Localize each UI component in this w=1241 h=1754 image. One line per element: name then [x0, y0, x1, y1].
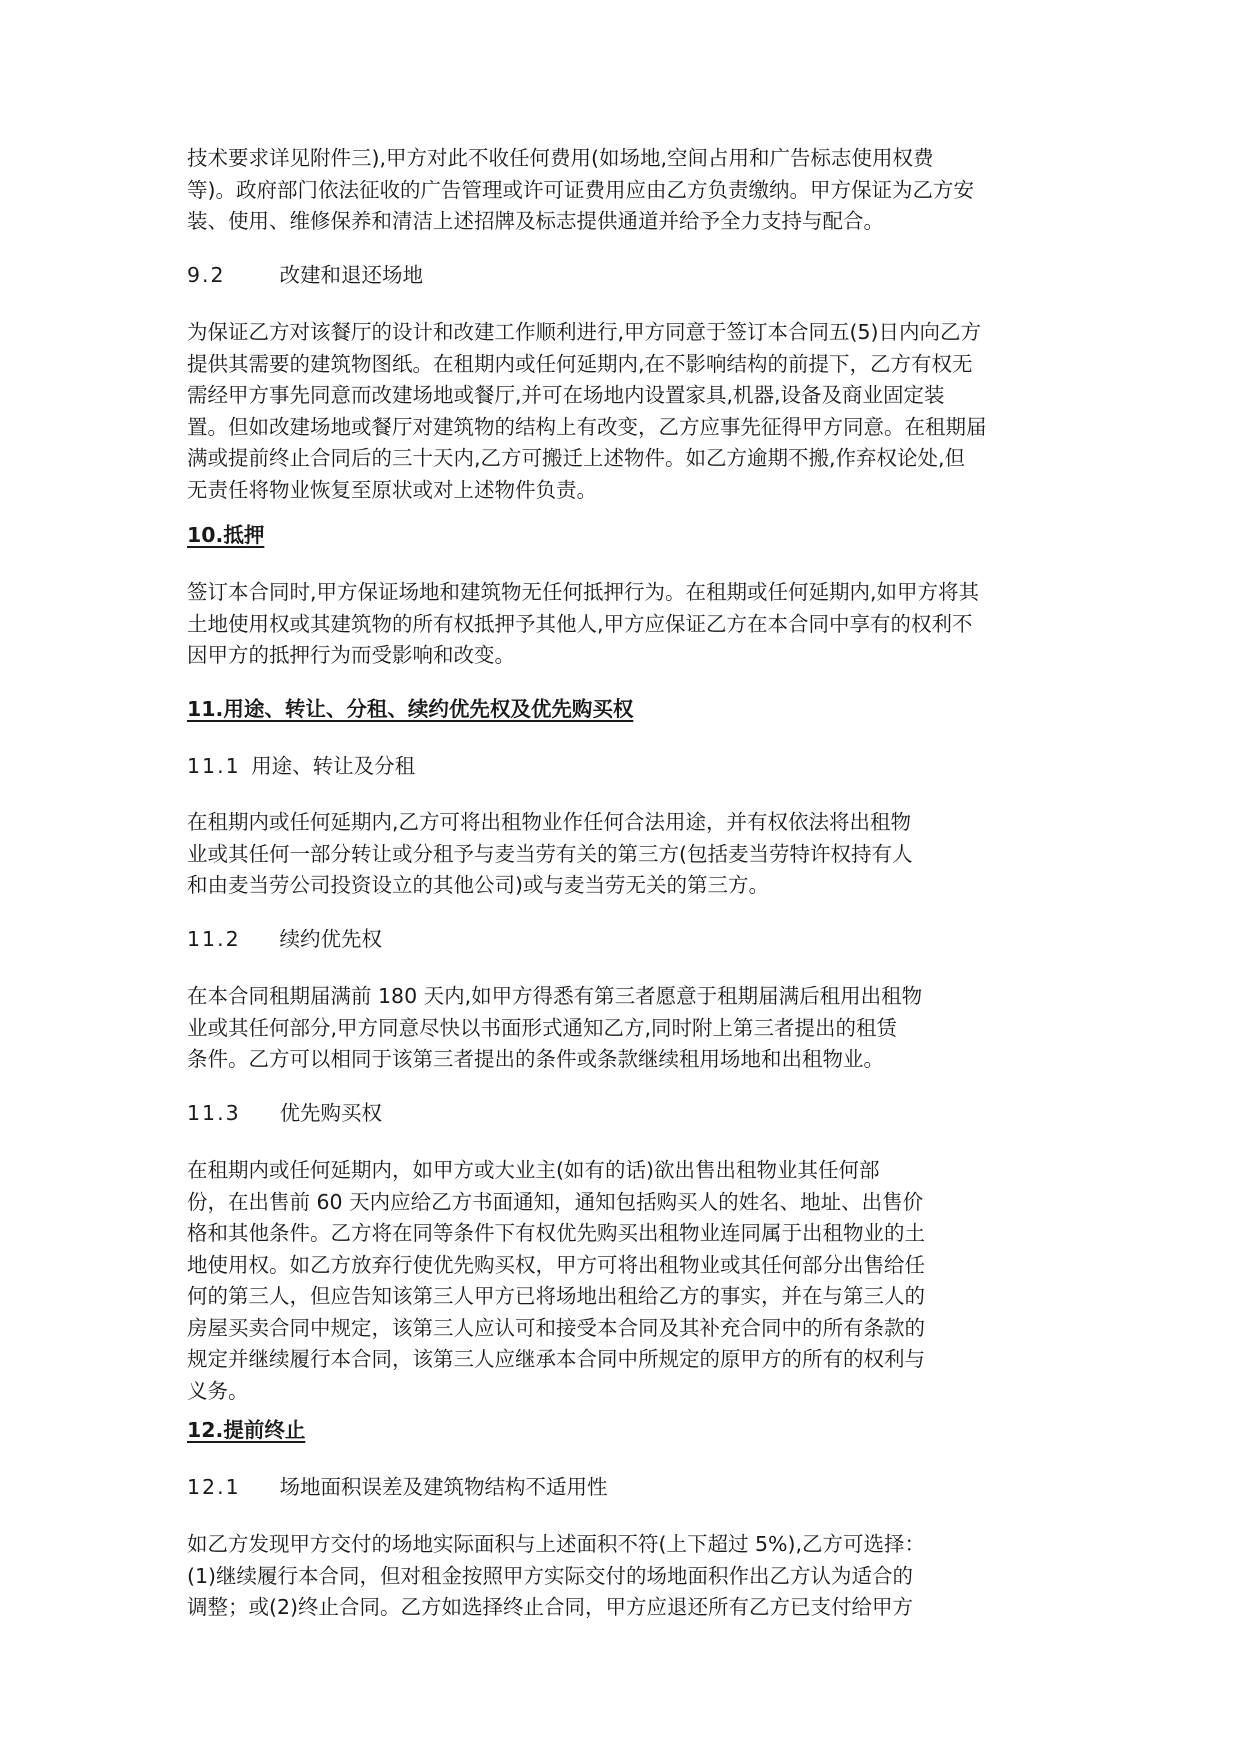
paragraph-11-2	[187, 981, 1057, 1076]
section-11-3-heading	[187, 1098, 382, 1130]
paragraph-12-1	[187, 1529, 1057, 1624]
text-line: 规定并继续履行本合同，该第三人应继承本合同中所规定的原甲方的所有的权利与	[187, 1347, 925, 1371]
text-line: 在租期内或任何延期内，如甲方或大业主(如有的话)欲出售出租物业其任何部	[187, 1158, 880, 1182]
text-line: 为保证乙方对该餐厅的设计和改建工作顺利进行,甲方同意于签订本合同五(5)日内向乙方	[187, 320, 982, 344]
text-line: 地使用权。如乙方放弃行使优先购买权，甲方可将出租物业或其任何部分出售给任	[187, 1252, 925, 1277]
paragraph-11-1	[187, 807, 1057, 902]
text-line: 签订本合同时,甲方保证场地和建筑物无任何抵押行为。在租期或任何延期内,如甲方将其	[187, 580, 980, 604]
text-line: 义务。	[187, 1378, 249, 1403]
section-10-heading: 10.抵押	[187, 523, 265, 547]
section-title: 优先购买权	[279, 1101, 383, 1125]
text-line: 调整；或(2)终止合同。乙方如选择终止合同，甲方应退还所有乙方已支付给甲方	[187, 1595, 914, 1619]
text-line: 格和其他条件。乙方将在同等条件下有权优先购买出租物业连同属于出租物业的土	[187, 1221, 925, 1245]
section-title: 改建和退还场地	[279, 263, 424, 287]
paragraph-10	[187, 577, 1057, 672]
text-line: 满或提前终止合同后的三十天内,乙方可搬迁上述物件。如乙方逾期不搬,作弃权论处,但	[187, 446, 966, 470]
section-number: 11.3	[187, 1101, 241, 1125]
text-line: 份，在出售前 60 天内应给乙方书面通知，通知包括购买人的姓名、地址、出售价	[187, 1189, 924, 1214]
text-line: 无责任将物业恢复至原状或对上述物件负责。	[187, 477, 597, 502]
section-title: 场地面积误差及建筑物结构不适用性	[279, 1475, 608, 1499]
section-number: 11.1	[187, 754, 241, 778]
section-11-heading: 11.用途、转让、分租、续约优先权及优先购买权	[187, 697, 634, 721]
text-line: 需经甲方事先同意而改建场地或餐厅,并可在场地内设置家具,机器,设备及商业固定装	[187, 383, 945, 407]
text-line: 业或其任何部分,甲方同意尽快以书面形式通知乙方,同时附上第三者提出的租赁	[187, 1015, 898, 1040]
text-line: 提供其需要的建筑物图纸。在租期内或任何延期内,在不影响结构的前提下，乙方有权无	[187, 351, 973, 376]
text-line: 置。但如改建场地或餐厅对建筑物的结构上有改变，乙方应事先征得甲方同意。在租期届	[187, 414, 987, 439]
paragraph-11-3	[187, 1155, 1057, 1407]
text-line: 在租期内或任何延期内,乙方可将出租物业作任何合法用途，并有权依法将出租物	[187, 810, 912, 834]
section-number: 9.2	[187, 263, 226, 287]
text-line: 技术要求详见附件三),甲方对此不收任何费用(如场地,空间占用和广告标志使用权费	[187, 146, 934, 170]
section-11-1-heading	[187, 751, 415, 783]
section-12-1-heading	[187, 1472, 608, 1504]
section-number: 12.1	[187, 1475, 241, 1499]
section-title: 续约优先权	[279, 927, 383, 951]
text-line: 如乙方发现甲方交付的场地实际面积与上述面积不符(上下超过 5%),乙方可选择：	[187, 1532, 926, 1556]
text-line: 条件。乙方可以相同于该第三者提出的条件或条款继续租用场地和出租物业。	[187, 1047, 884, 1071]
text-line: 房屋买卖合同中规定，该第三人应认可和接受本合同及其补充合同中的所有条款的	[187, 1315, 925, 1340]
section-11-2-heading	[187, 924, 382, 956]
section-9-2-heading	[187, 260, 423, 292]
text-line: 和由麦当劳公司投资设立的其他公司)或与麦当劳无关的第三方。	[187, 873, 769, 897]
text-line: 等)。政府部门依法征收的广告管理或许可证费用应由乙方负责缴纳。甲方保证为乙方安	[187, 177, 974, 202]
text-line: (1)继续履行本合同，但对租金按照甲方实际交付的场地面积作出乙方认为适合的	[187, 1563, 914, 1588]
paragraph-9-2	[187, 317, 1057, 506]
text-line: 土地使用权或其建筑物的所有权抵押予其他人,甲方应保证乙方在本合同中享有的权利不	[187, 611, 973, 636]
section-title: 用途、转让及分租	[251, 754, 416, 778]
paragraph-signage-clause	[187, 143, 1057, 238]
text-line: 业或其任何一部分转让或分租予与麦当劳有关的第三方(包括麦当劳特许权持有人	[187, 841, 913, 866]
text-line: 装、使用、维修保养和清洁上述招牌及标志提供通道并给予全力支持与配合。	[187, 209, 884, 233]
text-line: 因甲方的抵押行为而受影响和改变。	[187, 643, 515, 667]
section-number: 11.2	[187, 927, 241, 951]
text-line: 何的第三人，但应告知该第三人甲方已将场地出租给乙方的事实，并在与第三人的	[187, 1284, 925, 1308]
text-line: 在本合同租期届满前 180 天内,如甲方得悉有第三者愿意于租期届满后租用出租物	[187, 984, 923, 1008]
section-12-heading: 12.提前终止	[187, 1418, 306, 1442]
